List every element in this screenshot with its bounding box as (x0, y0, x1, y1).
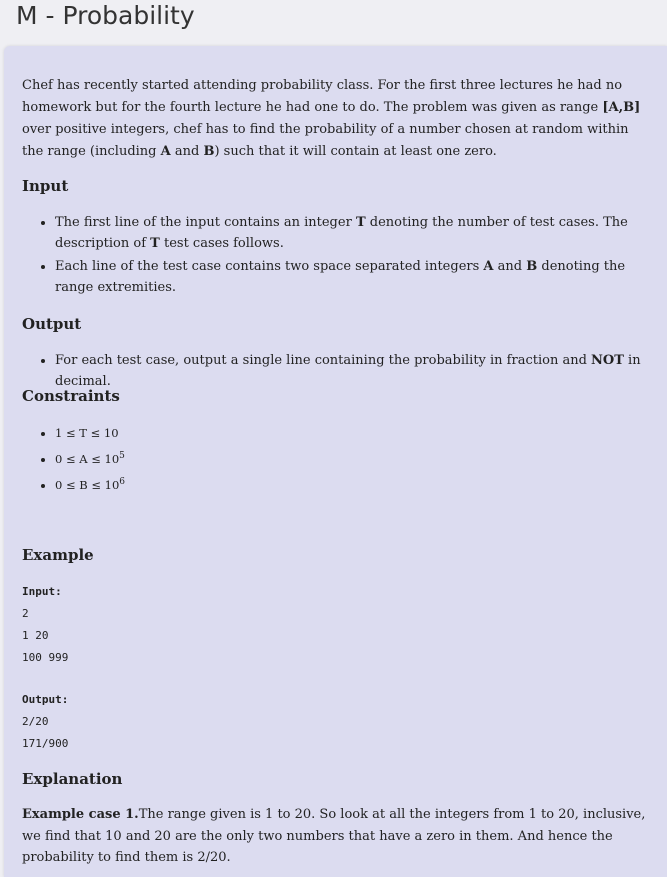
input-list (22, 212, 655, 300)
text-run: in decimal. (55, 353, 641, 389)
list-item (55, 421, 655, 445)
bold-text: [A,B] (602, 100, 641, 115)
bold-text: T (150, 236, 160, 251)
example-input-line: 1 20 (22, 629, 49, 642)
explanation-heading: Explanation (22, 770, 123, 788)
text-run: and (493, 259, 527, 274)
explanation-label: Example case 1. (22, 807, 139, 822)
example-output (22, 689, 68, 755)
text-run: ) such that it will contain at least one zero. (214, 144, 497, 159)
bold-text: A (483, 259, 494, 274)
list-item (55, 212, 655, 254)
text-run: 0 ≤ B ≤ 10 (55, 478, 120, 492)
text-run: denoting the range extremities. (55, 259, 626, 295)
text-run: Each line of the test case contains two space separated integers (55, 259, 484, 274)
example-output-line: 171/900 (22, 737, 69, 750)
page-title: M - Probability (16, 1, 195, 30)
example-output-label: Output: (22, 693, 69, 706)
list-item (55, 473, 655, 497)
text-run: denoting the number of test cases. The description of (55, 215, 628, 251)
explanation-text (22, 804, 662, 869)
input-heading: Input (22, 177, 69, 195)
list-item (55, 350, 655, 392)
bold-text: T (355, 215, 366, 230)
text-run: test cases follows. (159, 236, 284, 251)
superscript: 6 (119, 477, 126, 487)
problem-statement (22, 75, 652, 163)
example-heading: Example (22, 546, 94, 564)
text-run: and (170, 144, 204, 159)
bold-text: B (203, 144, 215, 159)
list-item (55, 447, 655, 471)
problem-panel (4, 46, 667, 877)
example-input-line: 100 999 (22, 651, 69, 664)
constraints-list (22, 421, 655, 499)
text-run: Chef has recently started attending probability class. For the first three lectures he had no homework but for the fourth lecture he had one to do. The problem was given as range (22, 78, 623, 115)
list-item (55, 256, 655, 298)
bold-text: B (526, 259, 538, 274)
text-run: 1 ≤ T ≤ 10 (55, 426, 119, 440)
example-input (22, 581, 68, 669)
example-output-line: 2/20 (22, 715, 49, 728)
bold-text: NOT (591, 353, 624, 368)
text-run: For each test case, output a single line containing the probability in fraction and (55, 353, 592, 368)
text-run: 0 ≤ A ≤ 10 (55, 452, 120, 466)
superscript: 5 (119, 451, 125, 461)
example-input-line: 2 (22, 607, 29, 620)
text-run: The first line of the input contains an integer (55, 215, 356, 230)
example-input-label: Input: (22, 585, 62, 598)
text-run: over positive integers, chef has to find the probability of a number chosen at random within the range (including (22, 122, 629, 159)
constraints-heading: Constraints (22, 387, 120, 405)
bold-text: A (160, 144, 171, 159)
output-heading: Output (22, 315, 82, 333)
explanation-body: The range given is 1 to 20. So look at all the integers from 1 to 20, inclusive, we find that 10 and 20 are the only two numbers that have a zero in them. And hence the probability to find them is 2/20. (22, 807, 646, 865)
